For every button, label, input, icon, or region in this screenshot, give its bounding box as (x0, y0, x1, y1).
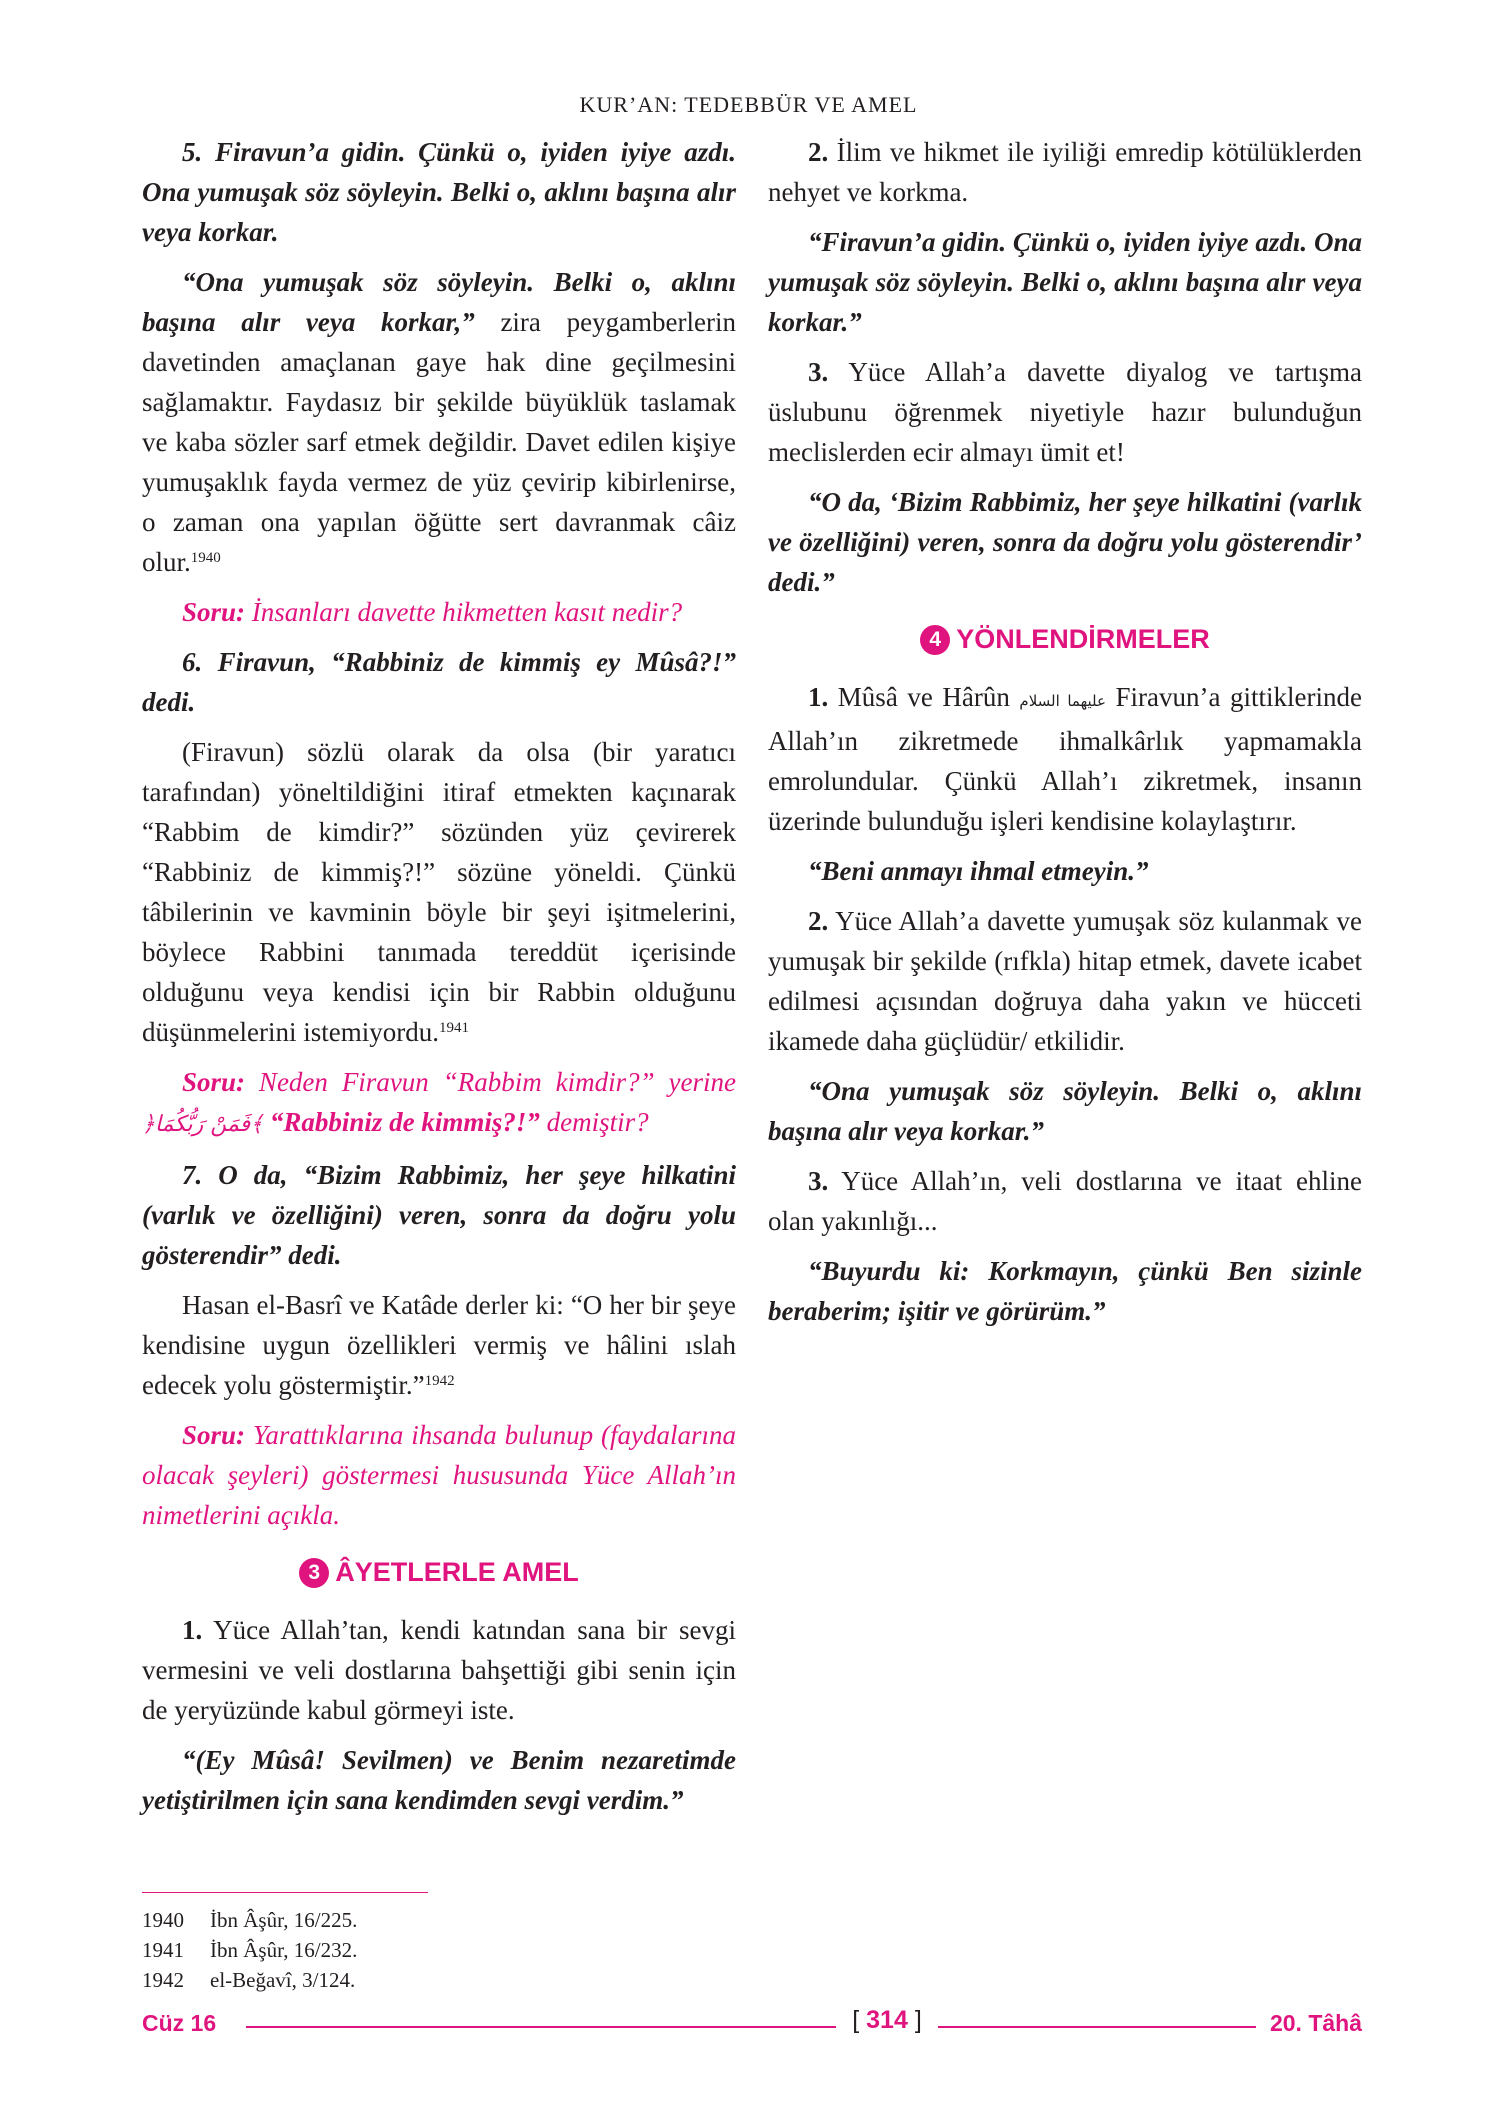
right-column (768, 132, 1362, 1341)
item-text: İlim ve hikmet ile iyiliği emredip kötülüklerden nehyet ve korkma. (768, 137, 1362, 207)
question (142, 1415, 736, 1535)
footnote-number: 1940 (142, 1908, 184, 1932)
footnote-number: 1942 (142, 1968, 184, 1992)
commentary-paragraph (142, 262, 736, 582)
question-text: Neden Firavun “Rabbim kimdir?” yerine (245, 1067, 736, 1097)
quoted-verse: “O da, ‘Bizim Rabbimiz, her şeye hilkatini (varlık ve özelliğini) veren, sonra da doğru yolu gösterendir’ dedi.” (768, 487, 1362, 597)
page-number-value: 314 (866, 2006, 908, 2034)
page-bracket: [ (852, 2006, 860, 2034)
footnote (142, 1905, 742, 1935)
page-footer (142, 2004, 1362, 2044)
quoted-verse: “Firavun’a gidin. Çünkü o, iyiden iyiye azdı. Ona yumuşak söz söyleyin. Belki o, aklını başına alır veya korkar.” (768, 227, 1362, 337)
verse-7 (142, 1155, 736, 1275)
quoted-verse: “(Ey Mûsâ! Sevilmen) ve Benim nezaretimde yetiştirilmen için sana kendimden sevgi verdim.” (142, 1745, 736, 1815)
item-text: Yüce Allah’ın, veli dostlarına ve itaat ehline olan yakınlığı... (768, 1166, 1362, 1236)
item-number: 3. (808, 1166, 829, 1196)
question (142, 592, 736, 632)
commentary-paragraph (142, 1285, 736, 1405)
footnote (142, 1935, 742, 1965)
section-number-badge: 4 (920, 625, 950, 655)
footer-rule-right (938, 2026, 1256, 2028)
arabic-verse: ﴿فَمَنْ رَبُّكُمَا﴾ (142, 1112, 264, 1137)
commentary-paragraph (142, 732, 736, 1052)
guidance-item (768, 677, 1362, 841)
footnote-ref: 1942 (424, 1373, 455, 1389)
practice-item (142, 1610, 736, 1730)
item-text: Mûsâ ve Hârûn (828, 682, 1020, 712)
question-label: Soru: (182, 1067, 246, 1097)
footnote-text: İbn Âşûr, 16/232. (210, 1938, 358, 1962)
page-bracket: ] (914, 2006, 922, 2034)
quoted-verse: “Ona yumuşak söz söyleyin. Belki o, aklını başına alır veya korkar,” (142, 267, 736, 337)
honorific-glyph: عليهما السلام (1019, 692, 1106, 710)
question-text: Yarattıklarına ihsanda bulunup (faydalarına olacak şeyleri) göstermesi hususunda Yüce Allah’ın nimetlerini açıkla. (142, 1420, 736, 1530)
commentary-text: zira peygamberlerin davetinden amaçlanan gaye hak dine geçilmesini sağlamaktır. Faydasız bir şekilde büyüklük taslamak ve kaba sözler sarf etmek değildir. Davet edilen kişiye yumuşaklık fayda vermez de yüz çevirip kibirlenirse, o zaman ona yapılan öğütte sert davranmak câiz olur. (142, 307, 737, 577)
verse-text: O da, “Bizim Rabbimiz, her şeye hilkatini (varlık ve özelliğini) veren, sonra da doğru yolu gösterendir” dedi. (142, 1160, 737, 1270)
verse-text: Firavun’a gidin. Çünkü o, iyiden iyiye azdı. Ona yumuşak söz söyleyin. Belki o, aklını başına alır veya korkar. (142, 137, 737, 247)
question-quote: “Rabbiniz de kimmiş?!” (263, 1107, 540, 1137)
footnote-text: el-Beğavî, 3/124. (210, 1968, 356, 1992)
footnotes (142, 1905, 742, 1995)
running-title: KUR’AN: TEDEBBÜR VE AMEL (579, 92, 918, 117)
verse-text: Firavun, “Rabbiniz de kimmiş ey Mûsâ?!” dedi. (142, 647, 737, 717)
verse-5 (142, 132, 736, 252)
practice-item (768, 132, 1362, 212)
question-label: Soru: (182, 1420, 246, 1450)
item-text: Yüce Allah’a davette diyalog ve tartışma üslubunu öğrenmek niyetiyle hazır bulunduğun meclislerden ecir almayı ümit et! (768, 357, 1362, 467)
quoted-verse: “Beni anmayı ihmal etmeyin.” (808, 856, 1149, 886)
verse-6 (142, 642, 736, 722)
section-title: ÂYETLERLE AMEL (335, 1557, 579, 1587)
commentary-text: (Firavun) sözlü olarak da olsa (bir yaratıcı tarafından) yöneltildiğini itiraf etmekten kaçınarak “Rabbim de kimdir?” sözünden yüz çevirerek “Rabbiniz de kimmiş?!” sözüne yöneldi. Çünkü tâbilerinin ve kavminin böyle bir şeyi işitmelerini, böylece Rabbini tanımada tereddüt içerisinde olduğunu veya kendisi için bir Rabbin olduğunu düşünmelerini istemiyordu. (142, 737, 736, 1047)
verse-number: 7. (182, 1160, 203, 1190)
item-number: 2. (808, 137, 829, 167)
item-number: 1. (182, 1615, 203, 1645)
item-number: 3. (808, 357, 829, 387)
question-label: Soru: (182, 597, 246, 627)
footnote-text: İbn Âşûr, 16/225. (210, 1908, 358, 1932)
quoted-verse: “Ona yumuşak söz söyleyin. Belki o, aklını başına alır veya korkar.” (768, 1076, 1362, 1146)
section-title: YÖNLENDİRMELER (956, 624, 1210, 654)
commentary-text: Hasan el-Basrî ve Katâde derler ki: “O her bir şeye kendisine uygun özellikleri vermiş ve hâlini ıslah edecek yolu göstermiştir.” (142, 1290, 736, 1400)
item-text: Yüce Allah’a davette yumuşak söz kulanmak ve yumuşak bir şekilde (rıfkla) hitap etmek, davete icabet edilmesi açısından doğruya daha yakın ve hücceti ikamede daha güçlüdür/ etkilidir. (768, 906, 1362, 1056)
section-number-badge: 3 (299, 1558, 329, 1588)
footnote-ref: 1940 (190, 550, 221, 566)
left-column (142, 132, 736, 1830)
footnote-ref: 1941 (438, 1020, 469, 1036)
item-number: 1. (808, 682, 829, 712)
page-number (836, 2006, 938, 2035)
question-text: İnsanları davette hikmetten kasıt nedir? (245, 597, 683, 627)
guidance-item (768, 1161, 1362, 1241)
question (142, 1062, 736, 1145)
sura-label: 20. Tâhâ (1269, 2010, 1362, 2036)
footnote-number: 1941 (142, 1938, 184, 1962)
item-text: Yüce Allah’tan, kendi katından sana bir sevgi vermesini ve veli dostlarına bahşettiği gibi senin için de yeryüzünde kabul görmeyi iste. (142, 1615, 736, 1725)
juz-label: Cüz 16 (142, 2010, 217, 2036)
footer-rule-left (246, 2026, 836, 2028)
footnote (142, 1965, 742, 1995)
verse-number: 6. (182, 647, 203, 677)
section-heading-4 (768, 624, 1362, 655)
verse-number: 5. (182, 137, 203, 167)
practice-item (768, 352, 1362, 472)
footnote-divider (142, 1892, 428, 1893)
guidance-item (768, 901, 1362, 1061)
item-text: Firavun’a gittiklerinde Allah’ın zikretmede ihmalkârlık yapmamakla emrolundular. Çünkü Allah’ı zikretmek, insanın üzerinde bulunduğu işleri kendisine kolaylaştırır. (768, 682, 1362, 836)
quoted-verse: “Buyurdu ki: Korkmayın, çünkü Ben sizinle beraberim; işitir ve görürüm.” (768, 1256, 1362, 1326)
item-number: 2. (808, 906, 829, 936)
question-text: demiştir? (539, 1107, 649, 1137)
section-heading-3 (142, 1557, 736, 1588)
